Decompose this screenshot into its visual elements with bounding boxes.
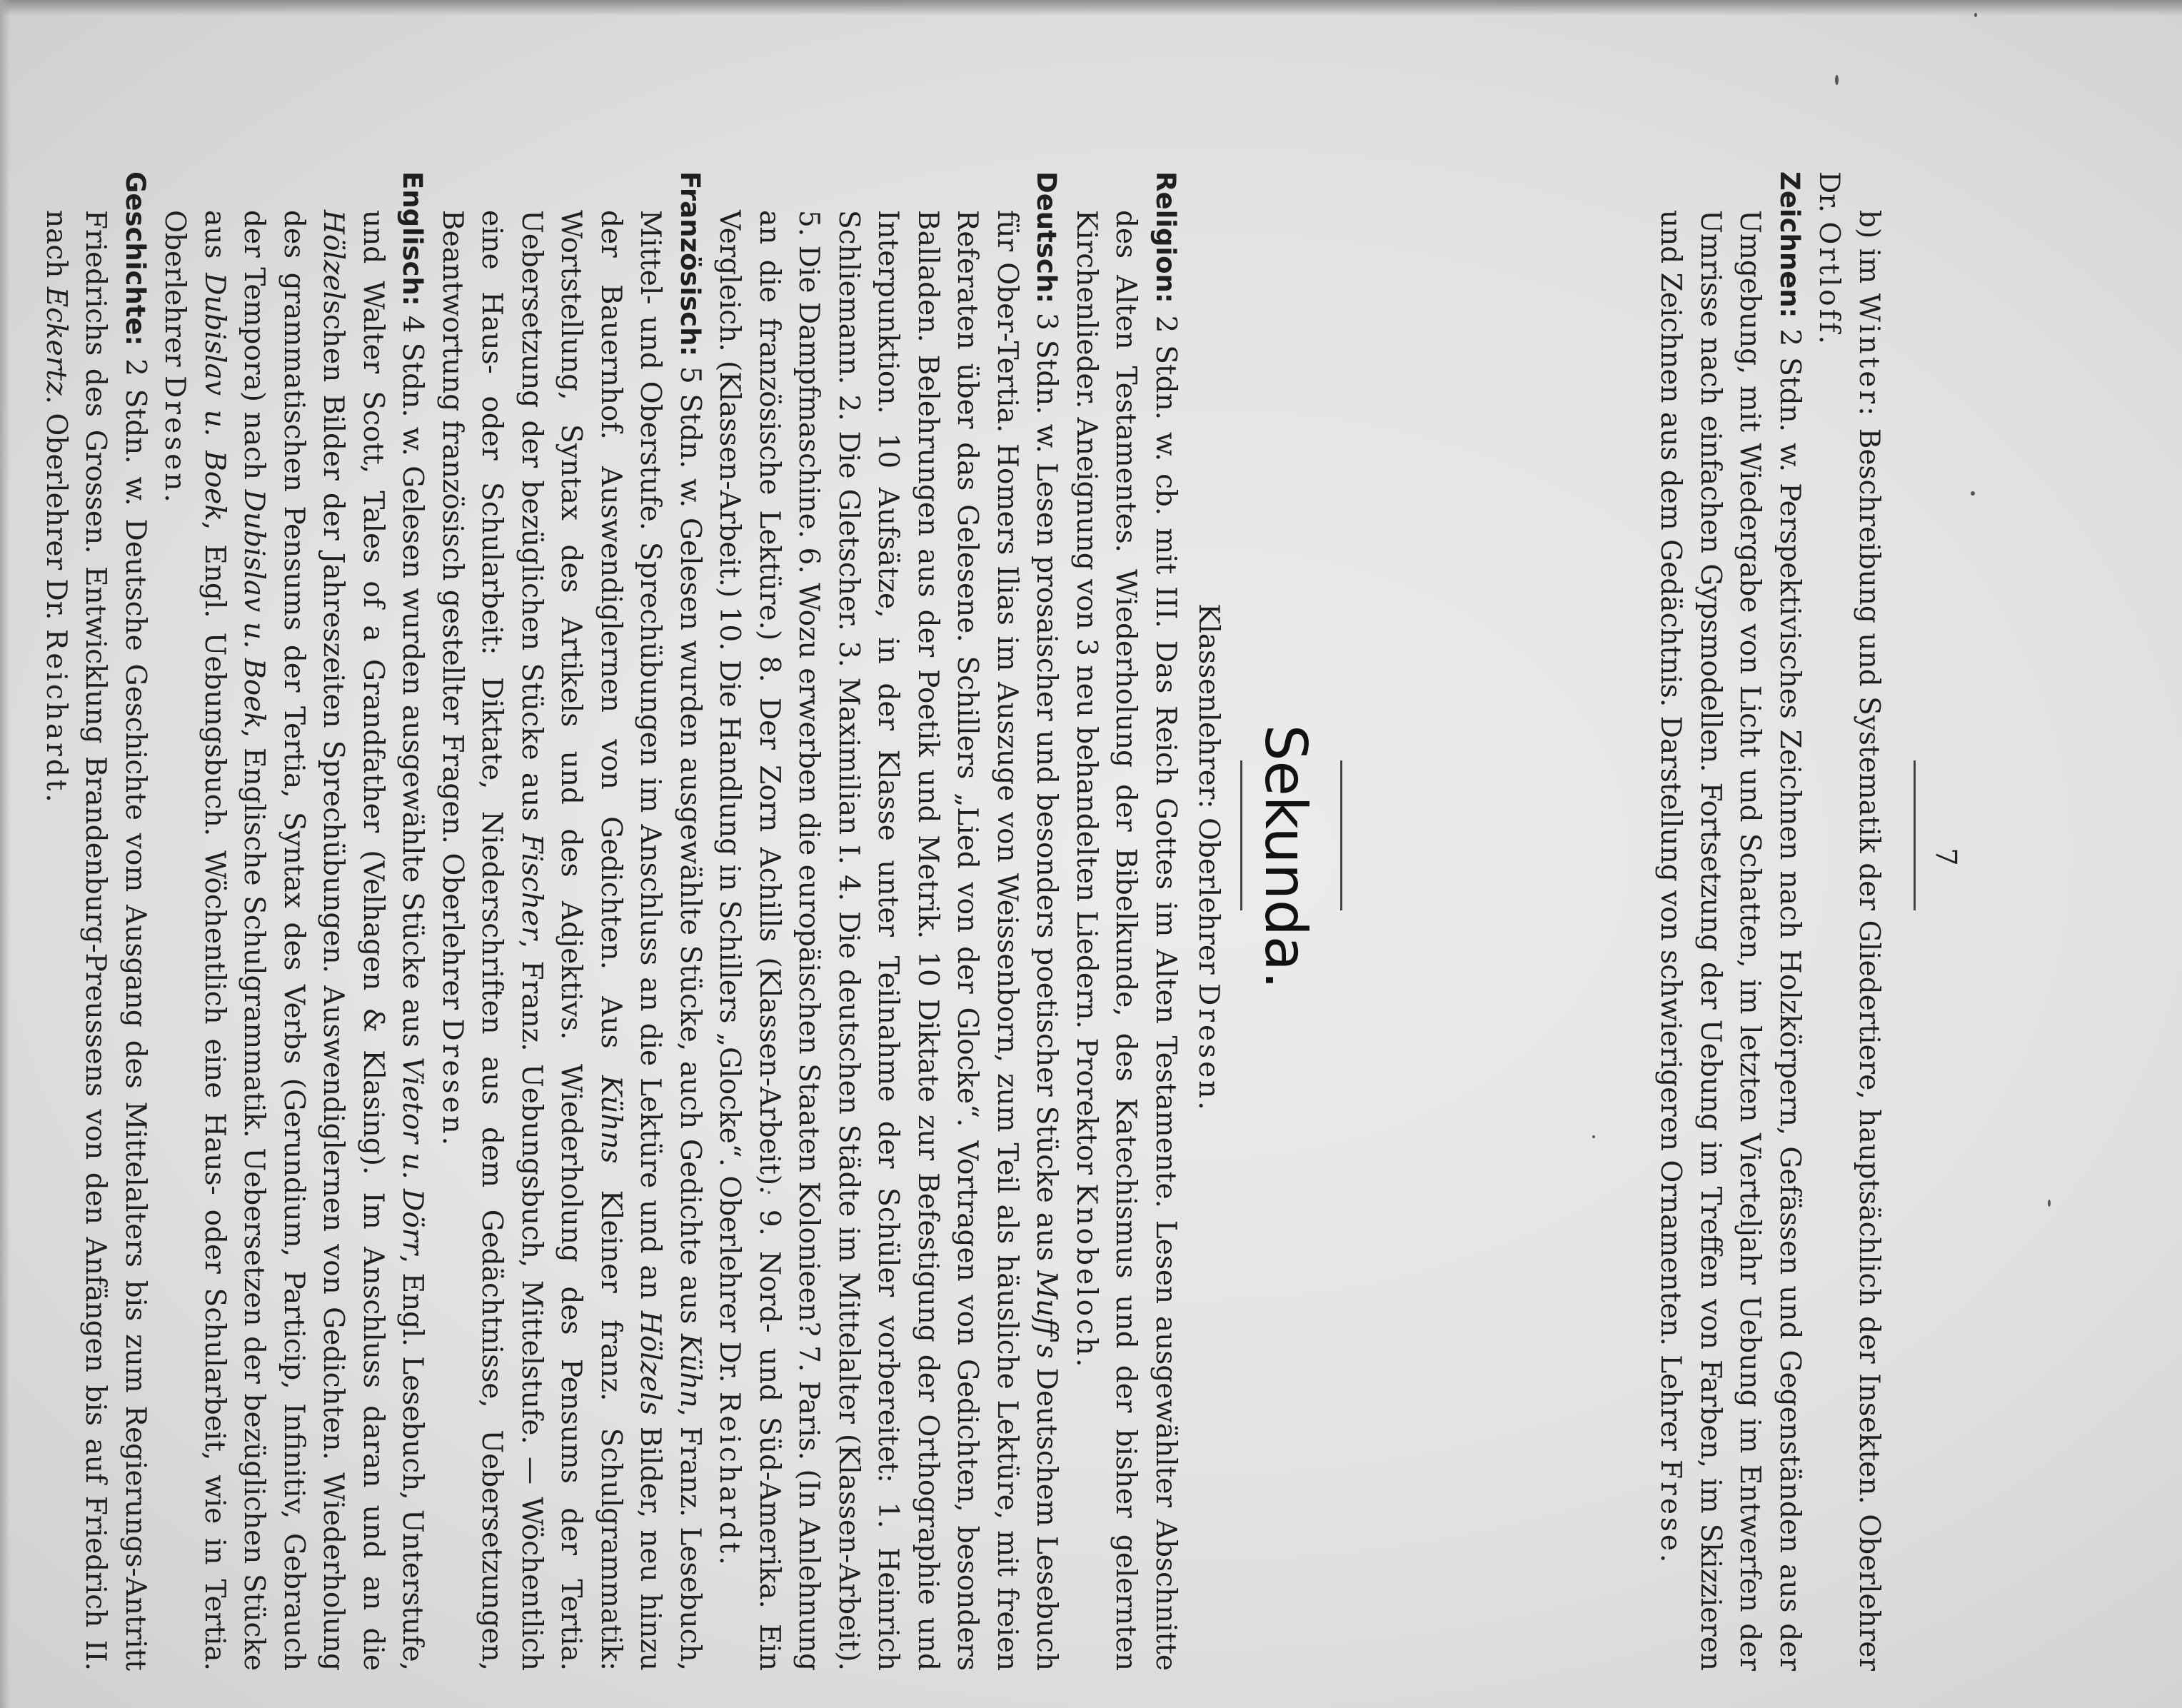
geschichte-paragraph [36,171,156,1671]
geschichte-source-eckertz: Eckertz [40,286,72,396]
classlehrer-name: Dresen [1192,983,1225,1102]
scan-top-shadow [0,0,2182,16]
deutsch-source: Muff's [1030,1270,1063,1359]
geschichte-end: . [40,793,72,803]
religion-teacher: Knobeloch [1070,1183,1102,1359]
zeichnen-teacher: Frese [1654,1460,1687,1554]
deutsch-teacher: Reichardt [713,1391,746,1557]
section-rule-top [1340,760,1342,910]
deutsch-end: . [713,1556,746,1565]
winter-paragraph [1809,171,1889,1671]
zeichnen-text: 2 Stdn. w. Perspektivisches Zeichnen nach Holzkörpern, Gefässen und Gegenständen aus der Umgebung, mit Wiedergabe von Licht und Schatten, im letzten Vierteljahr Uebung im Entwerfen der Umrisse nach einfachen Gypsmodellen. Fortsetzung der Uebung im Treffen von Farben, im Skizzieren und Zeichnen aus dem Gedächtnis. Darstellung von schwierigeren Ornamenten. Lehrer [1654,210,1806,1671]
section-rule-bottom [1240,760,1242,910]
religion-end: . [1070,1358,1102,1367]
englisch-paragraph [155,171,433,1671]
dust-speck [1974,13,1977,17]
religion-text: 2 Stdn. w. cb. mit III. Das Reich Gottes im Alten Testamente. Lesen ausgewählter Abschnitte des Alten Testamentes. Wiederholung der Bibelkunde, des Katechismus und der bisher gelernten Kirchenlieder. Aneignung von 3 neu behandelten Liedern. Prorektor [1070,210,1182,1671]
englisch-source-vietor: Vietor u. Dörr [396,1057,429,1255]
franzoesisch-end: . [436,1136,468,1146]
dust-speck [2048,1200,2051,1207]
geschichte-text-b: . Oberlehrer Dr. [40,395,72,629]
geschichte-teacher: Reichardt [40,628,72,794]
franzoesisch-text-b: , Franz. Lesebuch, Mittel- und Oberstufe. Sprechübungen im Anschluss an die Lektüre und an [634,210,706,1671]
religion-label: Religion: [1150,171,1181,303]
header-rule [1914,760,1916,910]
englisch-text-b: , Engl. Lesebuch, Unterstufe, und Walter Scott, Tales of a Grandfather (Velhagen & Klasing). Im Anschluss daran und an die [357,210,429,1672]
englisch-text-a: 4 Stdn. w. Gelesen wurden ausgewählte Stücke aus [396,306,429,1058]
dust-speck [1971,491,1975,496]
franzoesisch-text-c: Bilder, neu hinzu der Bauernhof. Auswendiglernen von Gedichten. Aus [595,210,667,1671]
zeichnen-paragraph [1651,171,1809,1671]
winter-end: . [1813,335,1846,344]
winter-label: Winter: [1853,293,1885,419]
englisch-source-hoelzel: Hölzel [317,210,350,301]
winter-teacher: Ortloff [1813,221,1846,336]
franzoesisch-teacher: Dresen [436,1018,468,1137]
scan-left-shadow [0,0,10,1708]
englisch-source-dubislav-grammar: Dubislav u. Boek [238,489,271,729]
deutsch-text-a: 3 Stdn. w. Lesen prosaischer und besonders poetischer Stücke aus [1030,303,1063,1271]
franzoesisch-source-kuehns: Kühns [595,1075,627,1164]
englisch-text-d: , Englische Schulgrammatik. Uebersetzen der bezüglichen Stücke aus [198,210,271,1672]
classlehrer-end: . [1192,1101,1225,1110]
religion-paragraph [1067,171,1186,1671]
englisch-label: Englisch: [397,171,428,306]
englisch-text-c: schen Bilder der Jahreszeiten Sprechübungen. Auswendiglernen von Gedichten. Wiederholung des grammatischen Pensums der Tertia, Syntax des Verbs (Gerundium, Particip, Infinitiv, Gebrauch der Tempora) nach [238,210,350,1671]
winter-text: Beschreibung und Systematik der Gliedertiere, hauptsächlich der Insekten. Oberlehrer Dr. [1813,171,1885,1671]
winter-prefix: b) im [1853,210,1885,293]
page-number: 7 [1929,848,1962,866]
classlehrer-label: Klassenlehrer: Oberlehrer [1192,603,1225,984]
zeichnen-end: . [1654,1554,1687,1563]
deutsch-text-b: Deutschem Lesebuch für Ober-Tertia. Homers Ilias im Auszuge von Weissenborn, zum Teil als häusliche Lektüre, mit freien Referaten über das Gelesene. Schillers „Lied von der Glocke“. Vortragen von Gedichten, besonders Balladen. Belehrungen aus der Poetik und Metrik. 10 Diktate zur Befestigung der Orthographie und Interpunktion. 10 Aufsätze, in der Klasse unter Teilnahme der Schüler vorbereitet: 1. Heinrich Schliemann. 2. Die Gletscher. 3. Maximilian I. 4. Die deutschen Städte im Mittelalter (Klassen-Arbeit). 5. Die Dampfmaschine. 6. Wozu erwerben die europäischen Staaten Kolonieen? 7. Paris. (In Anlehnung an die französische Lektüre.) 8. Der Zorn Achills (Klassen-Arbeit). 9. Nord- und Süd-Amerika. Ein Vergleich. (Klassen-Arbeit.) 10. Die Handlung in Schillers „Glocke“. Oberlehrer Dr. [713,210,1063,1671]
rotated-page-content [40,64,1962,1672]
englisch-source-dubislav-exercise: Dubislav u. Boek [198,273,231,521]
geschichte-label: Geschichte: [120,171,151,346]
subjects-block [36,171,1186,1671]
franzoesisch-text-a: 5 Stdn. w. Gelesen wurden ausgewählte Stücke, auch Gedichte aus [674,356,706,1335]
deutsch-paragraph [710,171,1067,1671]
zeichnen-label: Zeichnen: [1774,171,1805,318]
franzoesisch-paragraph [433,171,710,1671]
franzoesisch-source-kuehn: Kühn [674,1334,706,1408]
englisch-teacher: Dresen [159,376,191,494]
geschichte-text-a: 2 Stdn. w. Deutsche Geschichte vom Ausgang des Mittelalters bis zum Regierungs-Antritt Friedrichs des Grossen. Entwicklung Brandenburg-Preussens von den Anfängen bis auf Friedrich II. nach [40,210,151,1671]
franzoesisch-source-hoelzel: Hölzels [634,1310,667,1415]
classlehrer-line [1189,64,1228,1649]
franzoesisch-source-fischer: Fischer [516,833,548,940]
englisch-end: . [159,493,191,503]
franzoesisch-label: Französisch: [675,171,705,357]
section-title: Sekunda. [1252,724,1319,990]
deutsch-label: Deutsch: [1031,171,1062,303]
franzoesisch-text-e: , Franz. Uebungsbuch, Mittelstufe. — Wöchentlich eine Haus- oder Schularbeit: Diktate, Niederschriften aus dem Gedächtnisse, Uebersetzungen, Beantwortung französisch gestellter Fragen. Oberlehrer [436,210,548,1671]
franzoesisch-text-d: Kleiner franz. Schulgrammatik: Wortstellung, Syntax des Artikels und des Adjektivs. Wiederholung des Pensums der Tertia. Uebersetzung der bezüglichen Stücke aus [516,210,627,1671]
englisch-text-e: , Engl. Uebungsbuch. Wöchentlich eine Haus- oder Schularbeit, wie in Tertia. Oberlehrer [159,210,231,1672]
intro-block [1651,171,1889,1671]
